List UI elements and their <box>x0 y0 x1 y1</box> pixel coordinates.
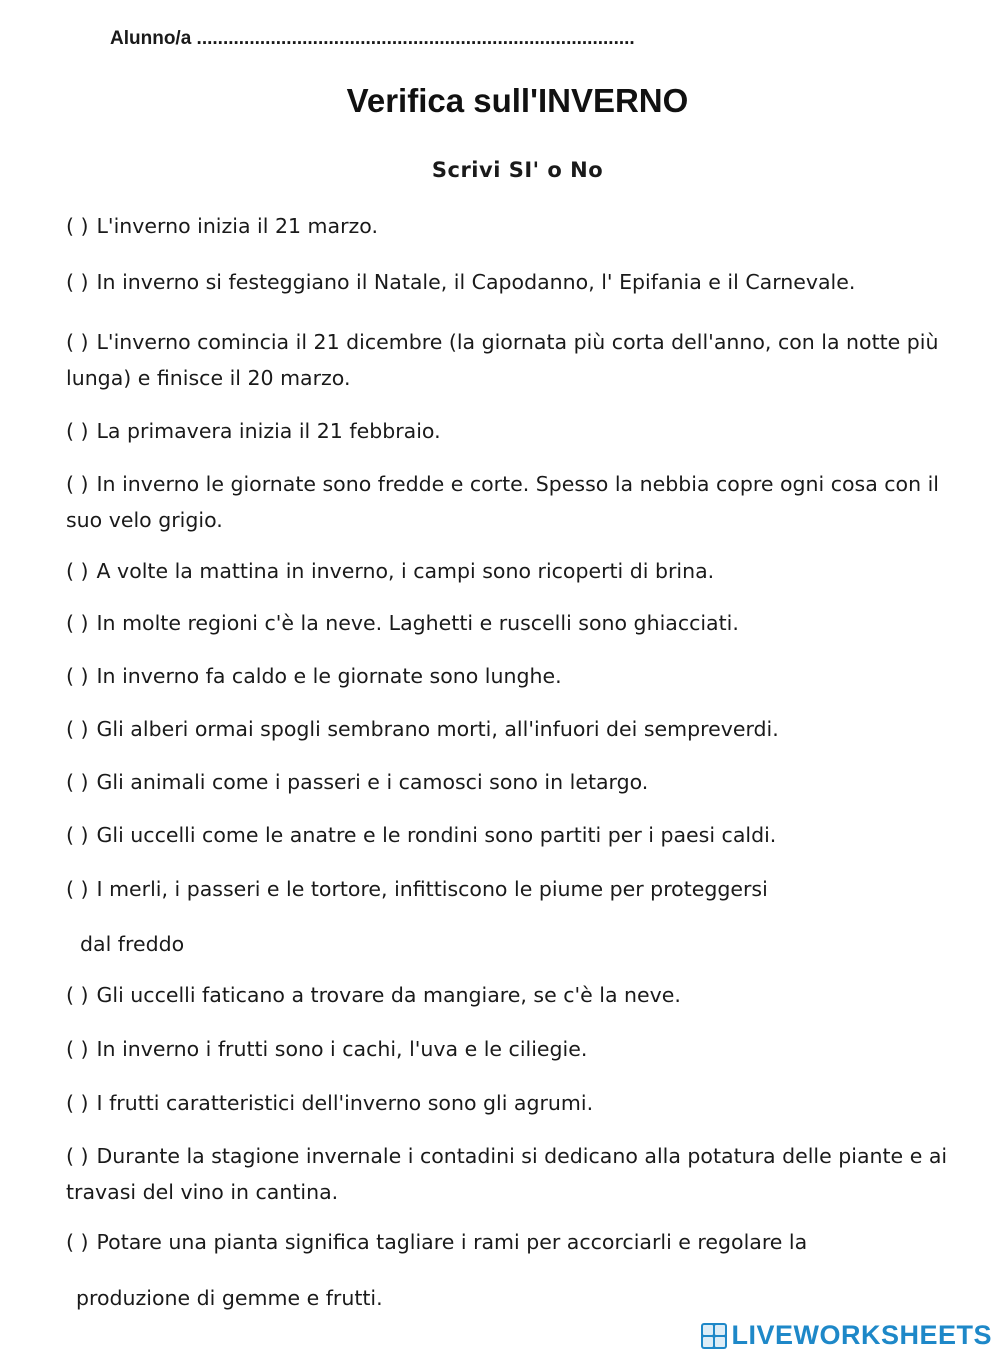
question-text: Gli uccelli come le anatre e le rondini sono partiti per i paesi caldi. <box>96 823 777 847</box>
answer-parentheses[interactable]: ( ) <box>66 770 89 794</box>
answer-parentheses[interactable]: ( ) <box>66 823 89 847</box>
question-item <box>66 977 971 1013</box>
question-text: Durante la stagione invernale i contadini si dedicano alla potatura delle piante e ai travasi del vino in cantina. <box>66 1144 948 1204</box>
question-continuation: dal freddo <box>80 932 185 956</box>
question-item <box>66 817 971 853</box>
answer-parentheses[interactable]: ( ) <box>66 330 89 354</box>
question-item <box>66 1085 971 1121</box>
question-text: Gli animali come i passeri e i camosci sono in letargo. <box>96 770 649 794</box>
question-text: In molte regioni c'è la neve. Laghetti e ruscelli sono ghiacciati. <box>96 611 739 635</box>
question-item <box>66 605 971 641</box>
question-text: I merli, i passeri e le tortore, infittiscono le piume per proteggersi <box>96 877 768 901</box>
question-item <box>66 1138 971 1210</box>
answer-parentheses[interactable]: ( ) <box>66 419 89 443</box>
answer-parentheses[interactable]: ( ) <box>66 717 89 741</box>
question-item <box>66 466 971 538</box>
question-text: L'inverno inizia il 21 marzo. <box>96 214 378 238</box>
answer-parentheses[interactable]: ( ) <box>66 214 89 238</box>
answer-parentheses[interactable]: ( ) <box>66 1230 89 1254</box>
question-text: L'inverno comincia il 21 dicembre (la giornata più corta dell'anno, con la notte più lunga) e finisce il 20 marzo. <box>66 330 939 390</box>
answer-parentheses[interactable]: ( ) <box>66 559 89 583</box>
answer-parentheses[interactable]: ( ) <box>66 1144 89 1168</box>
question-text: Potare una pianta significa tagliare i rami per accorciarli e regolare la <box>96 1230 808 1254</box>
answer-parentheses[interactable]: ( ) <box>66 983 89 1007</box>
answer-parentheses[interactable]: ( ) <box>66 270 89 294</box>
page-title: Verifica sull'INVERNO <box>346 82 689 119</box>
question-item <box>66 1224 971 1260</box>
student-name-line: Alunno/a ................................................................................... <box>110 28 635 49</box>
answer-parentheses[interactable]: ( ) <box>66 1037 89 1061</box>
question-text: In inverno le giornate sono fredde e corte. Spesso la nebbia copre ogni cosa con il suo velo grigio. <box>66 472 939 532</box>
question-item <box>66 553 971 589</box>
question-item <box>66 264 971 300</box>
question-item <box>66 764 971 800</box>
answer-parentheses[interactable]: ( ) <box>66 664 89 688</box>
liveworksheets-logo-icon <box>701 1323 727 1349</box>
answer-parentheses[interactable]: ( ) <box>66 472 89 496</box>
question-text: Gli uccelli faticano a trovare da mangiare, se c'è la neve. <box>96 983 681 1007</box>
question-item <box>66 711 971 747</box>
instruction-text: Scrivi SI' o No <box>431 158 604 182</box>
liveworksheets-watermark <box>701 1320 992 1351</box>
question-item <box>66 1031 971 1067</box>
answer-parentheses[interactable]: ( ) <box>66 877 89 901</box>
answer-parentheses[interactable]: ( ) <box>66 1091 89 1115</box>
question-text: I frutti caratteristici dell'inverno sono gli agrumi. <box>96 1091 594 1115</box>
question-continuation: produzione di gemme e frutti. <box>76 1286 383 1310</box>
question-item <box>66 871 971 907</box>
question-text: Gli alberi ormai spogli sembrano morti, all'infuori dei sempreverdi. <box>96 717 779 741</box>
question-text: In inverno i frutti sono i cachi, l'uva e le ciliegie. <box>96 1037 588 1061</box>
watermark-text: LIVEWORKSHEETS <box>731 1320 992 1350</box>
question-item <box>66 413 971 449</box>
question-text: In inverno fa caldo e le giornate sono lunghe. <box>96 664 562 688</box>
question-text: La primavera inizia il 21 febbraio. <box>96 419 441 443</box>
question-text: In inverno si festeggiano il Natale, il Capodanno, l' Epifania e il Carnevale. <box>96 270 856 294</box>
question-text: A volte la mattina in inverno, i campi sono ricoperti di brina. <box>96 559 715 583</box>
question-item <box>66 208 971 244</box>
question-item <box>66 324 971 396</box>
answer-parentheses[interactable]: ( ) <box>66 611 89 635</box>
question-item <box>66 658 971 694</box>
